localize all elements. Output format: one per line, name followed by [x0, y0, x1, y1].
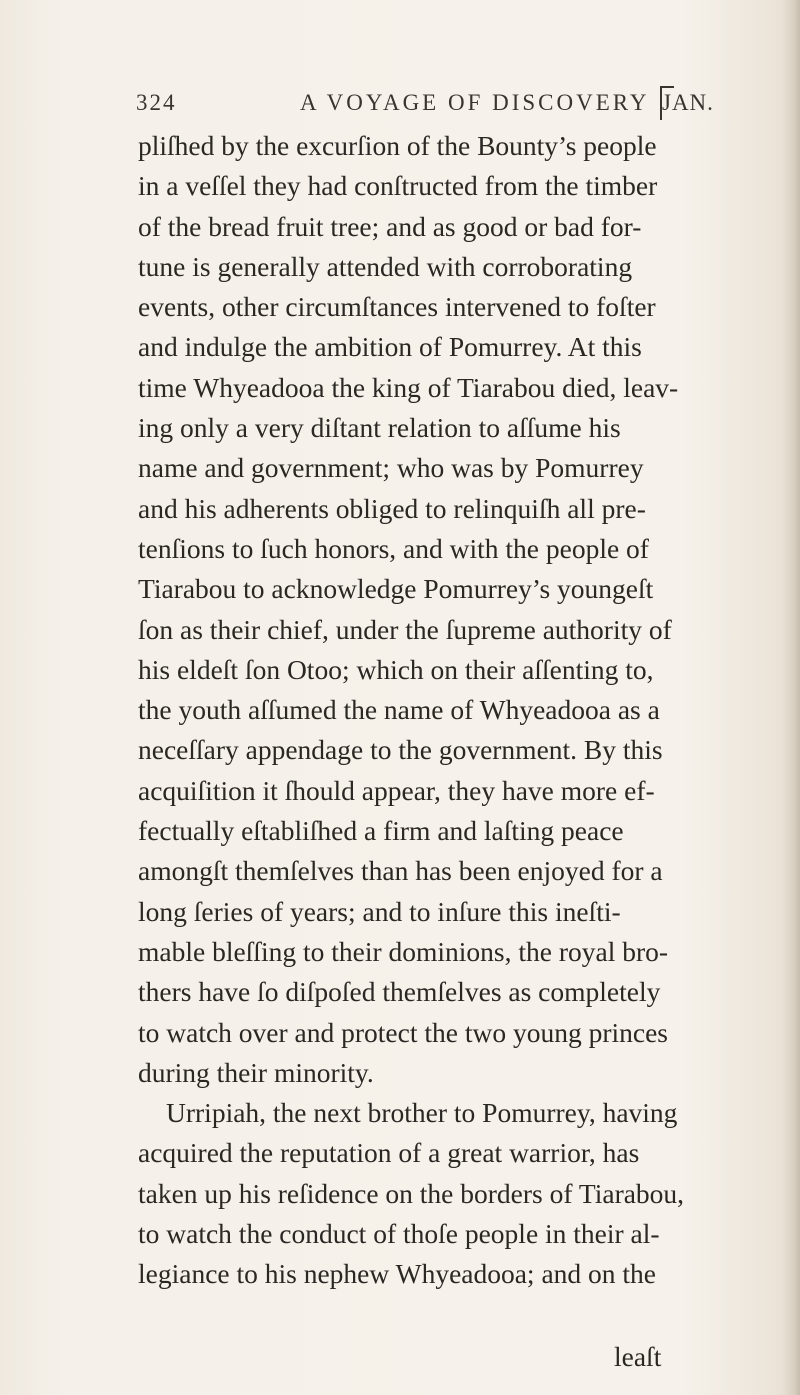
text-line: acquiſition it ſhould appear, they have more ef-	[138, 774, 655, 806]
text-line: long ſeries of years; and to inſure this ineſti-	[138, 895, 621, 927]
text-line: in a veſſel they had conſtructed from the timber	[138, 170, 658, 202]
text-line: Urripiah, the next brother to Pomurrey, having	[166, 1097, 678, 1129]
text-line: and indulge the ambition of Pomurrey. At this	[138, 331, 642, 363]
text-line: during their minority.	[138, 1056, 374, 1088]
page-header	[136, 84, 716, 124]
text-line: to watch the conduct of thoſe people in their al-	[138, 1218, 660, 1250]
text-line: amongſt themſelves than has been enjoyed for a	[138, 855, 663, 887]
text-line: taken up his reſidence on the borders of Tiarabou,	[138, 1177, 685, 1209]
page-number: 324	[136, 90, 177, 115]
text-line: thers have ſo diſpoſed themſelves as completely	[138, 976, 661, 1008]
text-line: to watch over and protect the two young princes	[138, 1016, 668, 1048]
text-line: events, other circumſtances intervened to foſter	[138, 291, 656, 323]
catchword: leaſt	[614, 1341, 662, 1372]
text-line: of the bread fruit tree; and as good or bad for-	[138, 210, 642, 242]
text-line: ſon as their chief, under the ſupreme authority of	[138, 613, 672, 645]
text-line: ing only a very diſtant relation to aſſume his	[138, 412, 621, 444]
text-line: and his adherents obliged to relinquiſh all pre-	[138, 492, 646, 524]
text-line: tune is generally attended with corroborating	[138, 250, 633, 282]
text-line: legiance to his nephew Whyeadooa; and on the	[138, 1258, 657, 1290]
text-line: name and government; who was by Pomurrey	[138, 452, 644, 484]
text-line: fectually eſtabliſhed a firm and laſting peace	[138, 815, 624, 847]
text-line: mable bleſſing to their dominions, the royal bro-	[138, 935, 669, 967]
text-line: pliſhed by the excurſion of the Bounty’s people	[138, 130, 657, 161]
text-line: time Whyeadooa the king of Tiarabou died, leav-	[138, 371, 679, 403]
body-text	[138, 126, 778, 1295]
page-edge-shadow	[782, 0, 800, 1395]
margin-date: JAN.	[662, 90, 714, 115]
text-line: neceſſary appendage to the government. By this	[138, 734, 663, 766]
text-line: the youth aſſumed the name of Whyeadooa as a	[138, 694, 660, 726]
text-line: his eldeſt ſon Otoo; which on their aſſenting to,	[138, 653, 654, 685]
text-line: acquired the reputation of a great warrior, has	[138, 1137, 640, 1169]
text-line: tenſions to ſuch honors, and with the people of	[138, 532, 649, 564]
text-line: Tiarabou to acknowledge Pomurrey’s youngeſt	[138, 573, 654, 605]
running-head: A VOYAGE OF DISCOVERY	[300, 90, 650, 115]
